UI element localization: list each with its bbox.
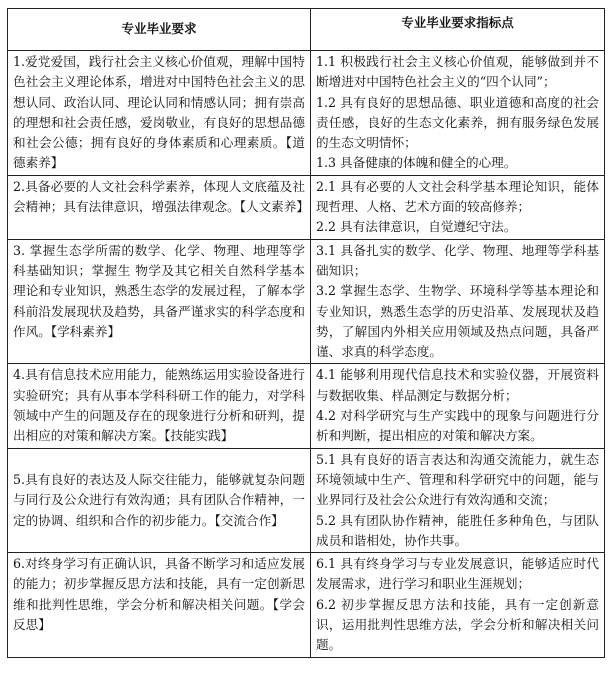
requirement-cell: 4.具有信息技术应用能力，能熟练运用实验设备进行实验研究；具有从事本学科科研工作的能力，对学科领域中产生的问题及存在的现象进行分析和研判，提出相应的对策和解决方案。【技能实践】	[8, 364, 311, 448]
indicator-point: 3.1 具备扎实的数学、化学、物理、地理等学科基础知识；	[316, 242, 599, 278]
header-indicators: 专业毕业要求指标点	[311, 9, 605, 51]
requirement-cell: 6.对终身学习有正确认识，具备不断学习和适应发展的能力；初步掌握反思方法和技能，具有一定创新思维和批判性思维，学会分析和解决相关问题。【学会反思】	[8, 553, 311, 657]
indicators-cell	[311, 364, 605, 448]
indicator-point: 1.2 具有良好的思想品德、职业道德和高度的社会责任感，良好的生态文化素养，拥有服务绿色发展的生态文明情怀；	[316, 94, 599, 151]
indicator-point: 6.1 具有终身学习与专业发展意识，能够适应时代发展需求，进行学习和职业生涯规划；	[316, 556, 599, 592]
table-row	[8, 364, 605, 448]
indicator-point: 4.2 对科学研究与生产实践中的现象与问题进行分析和判断，提出相应的对策和解决方案。	[316, 408, 599, 444]
requirement-cell: 3. 掌握生态学所需的数学、化学、物理、地理等学科基础知识；掌握生 物学及其它相关自然科学基本理论和专业知识，熟悉生态学的发展过程，了解本学科前沿发展现状及趋势，具备严谨求实的科学态度和作风。【学科素养】	[8, 239, 311, 364]
indicators-cell	[311, 175, 605, 239]
graduation-requirements-table	[7, 8, 605, 658]
indicators-cell	[311, 553, 605, 657]
indicators-cell	[311, 239, 605, 364]
indicator-point: 3.2 掌握生态学、生物学、环境科学等基本理论和专业知识，熟悉生态学的历史沿革、发展现状及趋势，了解国内外相关应用领域及热点问题，具备严谨、求真的科学态度。	[316, 283, 599, 360]
indicator-point: 1.1 积极践行社会主义核心价值观，能够做到并不断增进对中国特色社会主义的“四个认同”；	[316, 54, 599, 90]
header-requirement: 专业毕业要求	[8, 9, 311, 51]
requirement-cell: 2.具备必要的人文社会科学素养，体现人文底蕴及社会精神；具有法律意识，增强法律观念。【人文素养】	[8, 175, 311, 239]
table-row	[8, 553, 605, 657]
indicator-point: 1.3 具备健康的体魄和健全的心理。	[316, 155, 517, 171]
indicator-point: 5.1 具有良好的语言表达和沟通交流能力，就生态环境领域中生产、管理和科学研究中的问题，能与业界同行及社会公众进行有效沟通和交流；	[316, 451, 599, 508]
table-row	[8, 239, 605, 364]
indicator-point: 4.1 能够利用现代信息技术和实验仪器，开展资料与数据收集、样品测定与数据分析；	[316, 367, 599, 403]
table-row	[8, 175, 605, 239]
indicators-cell	[311, 448, 605, 552]
indicator-point: 6.2 初步掌握反思方法和技能，具有一定创新意识，运用批判性思维方法，学会分析和解决相关问题。	[316, 596, 599, 653]
indicator-point: 2.2 具有法律意识，自觉遵纪守法。	[316, 219, 517, 235]
table-row	[8, 51, 605, 176]
table-row	[8, 448, 605, 552]
indicators-cell	[311, 51, 605, 176]
requirement-cell: 5.具有良好的表达及人际交往能力，能够就复杂问题与同行及公众进行有效沟通；具有团队合作精神，一定的协调、组织和合作的初步能力。【交流合作】	[8, 448, 311, 552]
requirement-cell: 1.爱党爱国，践行社会主义核心价值观，理解中国特色社会主义理论体系，增进对中国特色社会主义的思想认同、政治认同、理论认同和情感认同；拥有崇高的理想和社会责任感，爱岗敬业，有良好的思想品德和社会公德；拥有良好的身体素质和心理素质。【道德素养】	[8, 51, 311, 176]
header-row	[8, 9, 605, 51]
indicator-point: 2.1 具有必要的人文社会科学基本理论知识，能体现哲理、人格、艺术方面的较高修养；	[316, 178, 599, 215]
indicator-point: 5.2 具有团队协作精神，能胜任多种角色，与团队成员和谐相处，协作共事。	[316, 512, 599, 548]
